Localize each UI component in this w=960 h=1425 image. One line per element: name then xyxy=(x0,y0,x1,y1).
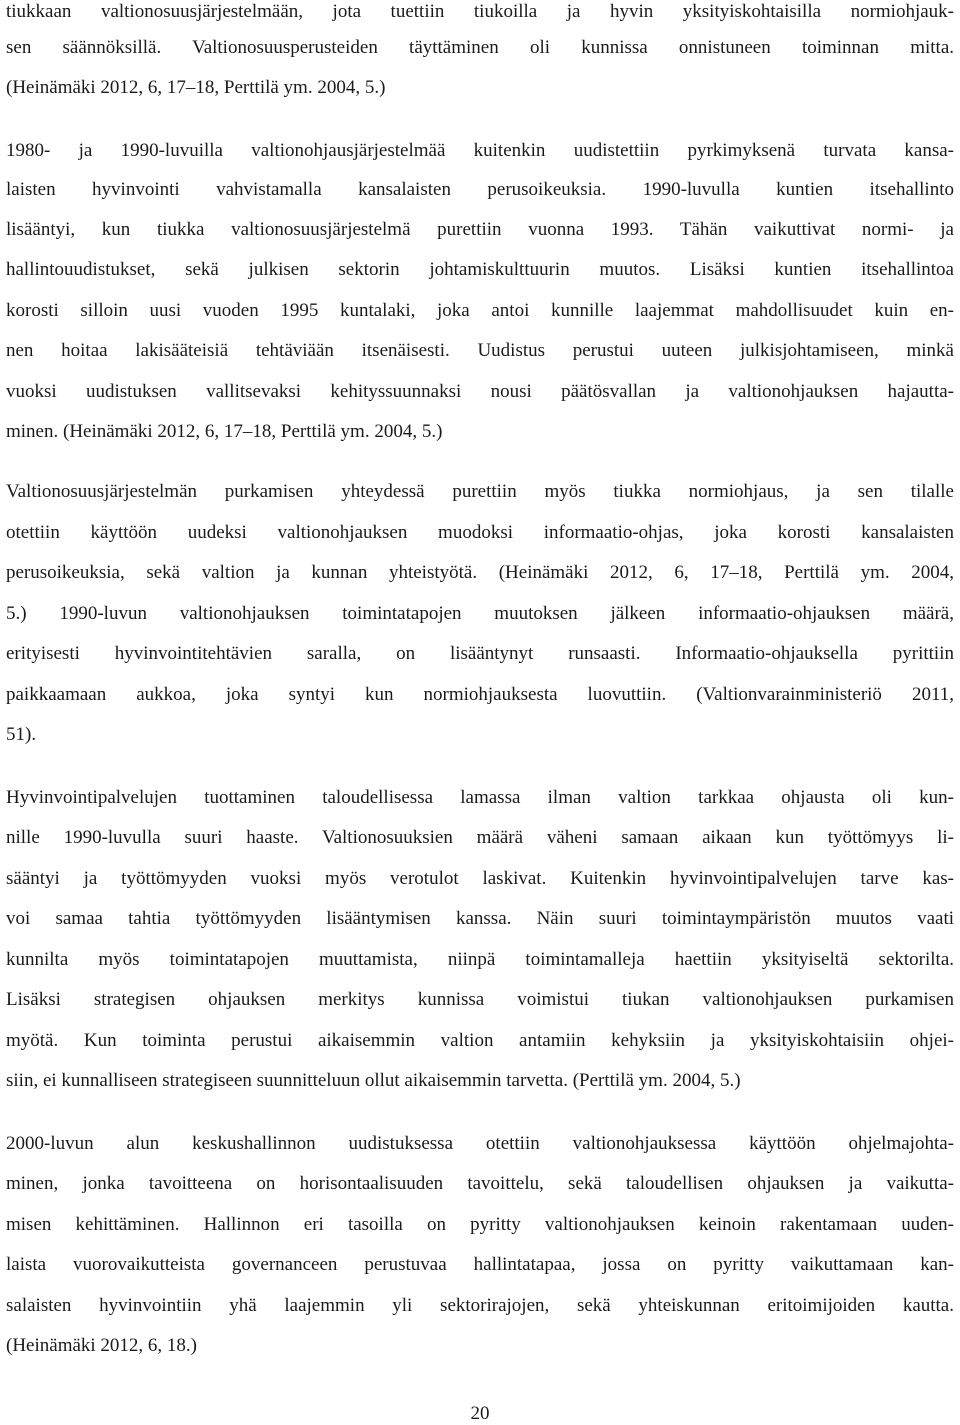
text-line: 1980- ja 1990-luvuilla valtionohjausjärjestelmää kuitenkin uudistettiin pyrkimyksenä turvata kansa- xyxy=(6,140,954,161)
text-line: (Heinämäki 2012, 6, 18.) xyxy=(6,1335,198,1356)
text-line: paikkaamaan aukkoa, joka syntyi kun normiohjauksesta luovuttiin. (Valtionvarainministeriö 2011, xyxy=(6,684,954,705)
text-line: (Heinämäki 2012, 6, 17–18, Perttilä ym. 2004, 5.) xyxy=(6,77,386,98)
page-number: 20 xyxy=(470,1403,490,1424)
text-line: minen. (Heinämäki 2012, 6, 17–18, Perttilä ym. 2004, 5.) xyxy=(6,421,443,442)
text-line: sen säännöksillä. Valtionosuusperusteiden täyttäminen oli kunnissa onnistuneen toiminnan mitta. xyxy=(6,37,954,58)
text-line: hallintouudistukset, sekä julkisen sektorin johtamiskulttuurin muutos. Lisäksi kuntien itsehallintoa xyxy=(6,259,954,280)
text-line: Valtionosuusjärjestelmän purkamisen yhteydessä purettiin myös tiukka normiohjaus, ja sen tilalle xyxy=(6,481,954,502)
text-line: 2000-luvun alun keskushallinnon uudistuksessa otettiin valtionohjauksessa käyttöön ohjelmajohta- xyxy=(6,1133,954,1154)
text-line: erityisesti hyvinvointitehtävien saralla, on lisääntynyt runsaasti. Informaatio-ohjauksella pyrittiin xyxy=(6,643,954,664)
text-line: perusoikeuksia, sekä valtion ja kunnan yhteistyötä. (Heinämäki 2012, 6, 17–18, Perttilä ym. 2004, xyxy=(6,562,954,583)
text-line: nen hoitaa lakisääteisiä tehtäviään itsenäisesti. Uudistus perustui uuteen julkisjohtamiseen, minkä xyxy=(6,340,954,361)
text-line: Hyvinvointipalvelujen tuottaminen taloudellisessa lamassa ilman valtion tarkkaa ohjausta oli kun- xyxy=(6,787,954,808)
text-line: otettiin käyttöön uudeksi valtionohjauksen muodoksi informaatio-ohjas, joka korosti kansalaisten xyxy=(6,522,954,543)
text-line: 51). xyxy=(6,724,37,745)
text-line: myötä. Kun toiminta perustui aikaisemmin valtion antamiin kehyksiin ja yksityiskohtaisiin ohjei- xyxy=(6,1030,954,1051)
text-line: sääntyi ja työttömyyden vuoksi myös verotulot laskivat. Kuitenkin hyvinvointipalvelujen tarve kas- xyxy=(6,868,954,889)
text-line: korosti silloin uusi vuoden 1995 kuntalaki, joka antoi kunnille laajemmat mahdollisuudet kuin en- xyxy=(6,300,954,321)
text-line: 5.) 1990-luvun valtionohjauksen toimintatapojen muutoksen jälkeen informaatio-ohjauksen määrä, xyxy=(6,603,954,624)
text-line: salaisten hyvinvointiin yhä laajemmin yli sektorirajojen, sekä yhteiskunnan eritoimijoiden kautta. xyxy=(6,1295,954,1316)
text-line: vuoksi uudistuksen vallitsevaksi kehityssuunnaksi nousi päätösvallan ja valtionohjauksen hajautta- xyxy=(6,381,954,402)
text-line: nille 1990-luvulla suuri haaste. Valtionosuuksien määrä väheni samaan aikaan kun työttömyys li- xyxy=(6,827,954,848)
text-line: kunnilta myös toimintatapojen muuttamista, niinpä toimintamalleja haettiin yksityiseltä sektorilta. xyxy=(6,949,954,970)
text-line: voi samaa tahtia työttömyyden lisääntymisen kanssa. Näin suuri toimintaympäristön muutos vaati xyxy=(6,908,954,929)
text-line: misen kehittäminen. Hallinnon eri tasoilla on pyritty valtionohjauksen keinoin rakentamaan uuden- xyxy=(6,1214,954,1235)
text-line: laisten hyvinvointi vahvistamalla kansalaisten perusoikeuksia. 1990-luvulla kuntien itsehallinto xyxy=(6,179,954,200)
text-line: minen, jonka tavoitteena on horisontaalisuuden tavoittelu, sekä taloudellisen ohjauksen ja vaikutta- xyxy=(6,1173,954,1194)
text-line: tiukkaan valtionosuusjärjestelmään, jota tuettiin tiukoilla ja hyvin yksityiskohtaisilla normiohjauk- xyxy=(6,1,954,22)
text-line: Lisäksi strategisen ohjauksen merkitys kunnissa voimistui tiukan valtionohjauksen purkamisen xyxy=(6,989,954,1010)
text-line: laista vuorovaikutteista governanceen perustuvaa hallintatapaa, jossa on pyritty vaikuttamaan kan- xyxy=(6,1254,954,1275)
text-line: lisääntyi, kun tiukka valtionosuusjärjestelmä purettiin vuonna 1993. Tähän vaikuttivat normi- ja xyxy=(6,219,954,240)
text-line: siin, ei kunnalliseen strategiseen suunnitteluun ollut aikaisemmin tarvetta. (Perttilä ym. 2004, 5.) xyxy=(6,1070,741,1091)
